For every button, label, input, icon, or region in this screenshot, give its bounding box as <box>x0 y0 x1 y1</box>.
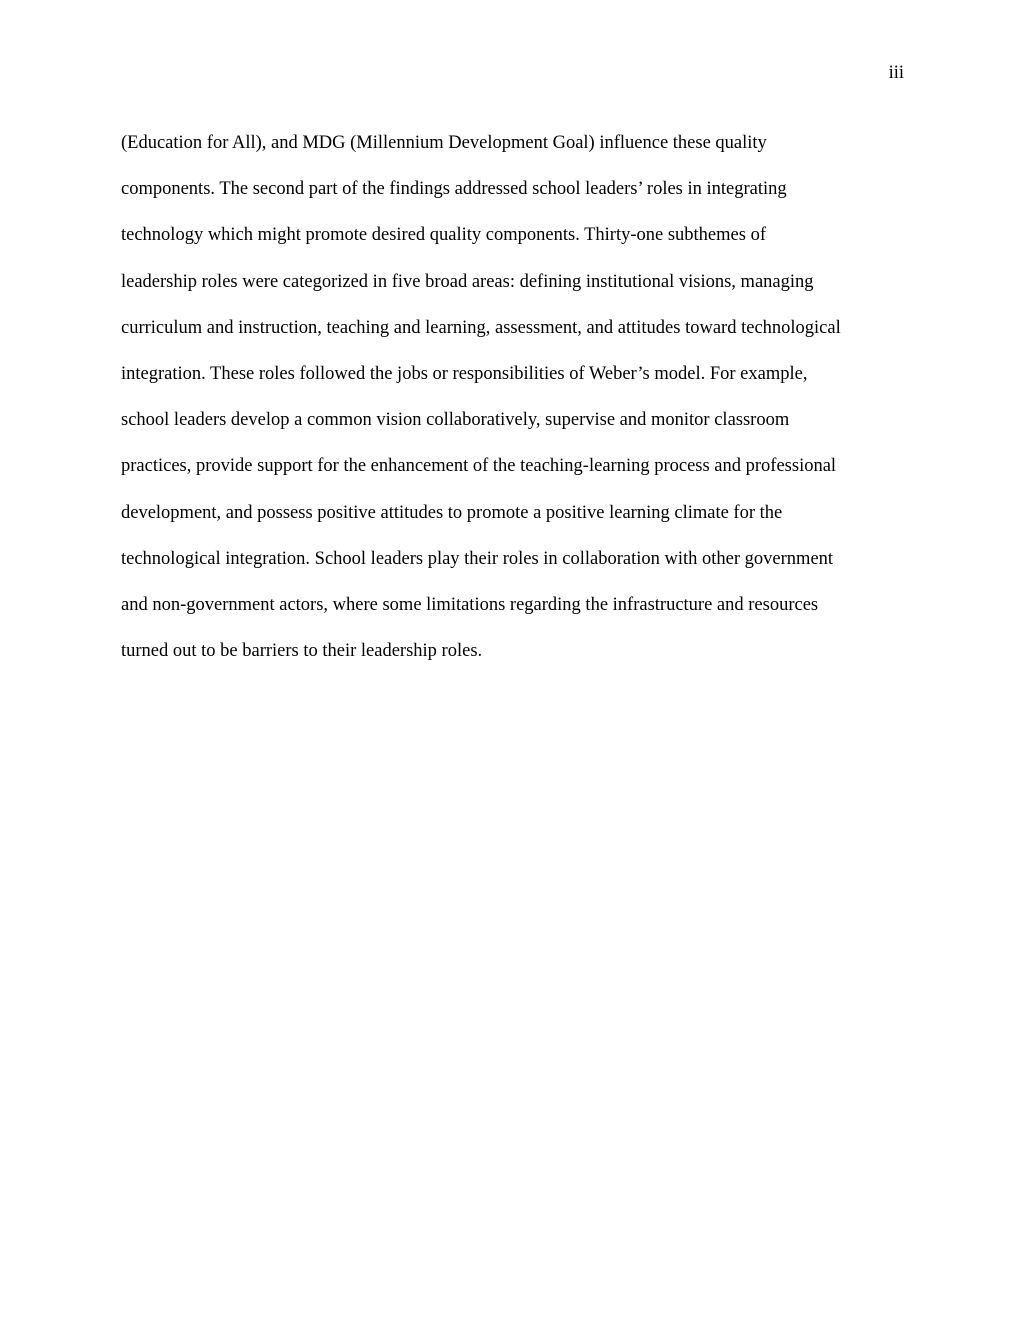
page-number: iii <box>888 63 904 83</box>
body-paragraph <box>121 120 921 674</box>
paragraph-line: curriculum and instruction, teaching and learning, assessment, and attitudes toward technological <box>121 317 841 338</box>
paragraph-line: (Education for All), and MDG (Millennium Development Goal) influence these quality <box>121 133 767 153</box>
paragraph-line: and non-government actors, where some limitations regarding the infrastructure and resources <box>121 595 819 616</box>
paragraph-line: development, and possess positive attitudes to promote a positive learning climate for the <box>121 502 783 523</box>
paragraph-line: leadership roles were categorized in five broad areas: defining institutional visions, managing <box>121 271 814 292</box>
paragraph-line: technological integration. School leaders play their roles in collaboration with other government <box>121 548 834 569</box>
paragraph-line: components. The second part of the findings addressed school leaders’ roles in integrating <box>121 179 787 200</box>
paragraph-line: school leaders develop a common vision collaboratively, supervise and monitor classroom <box>121 410 790 431</box>
paragraph-line: integration. These roles followed the jobs or responsibilities of Weber’s model. For example, <box>121 364 808 385</box>
paragraph-line: turned out to be barriers to their leadership roles. <box>121 641 483 662</box>
paragraph-line: technology which might promote desired quality components. Thirty-one subthemes of <box>121 225 766 246</box>
paragraph-line: practices, provide support for the enhancement of the teaching-learning process and professional <box>121 456 837 477</box>
